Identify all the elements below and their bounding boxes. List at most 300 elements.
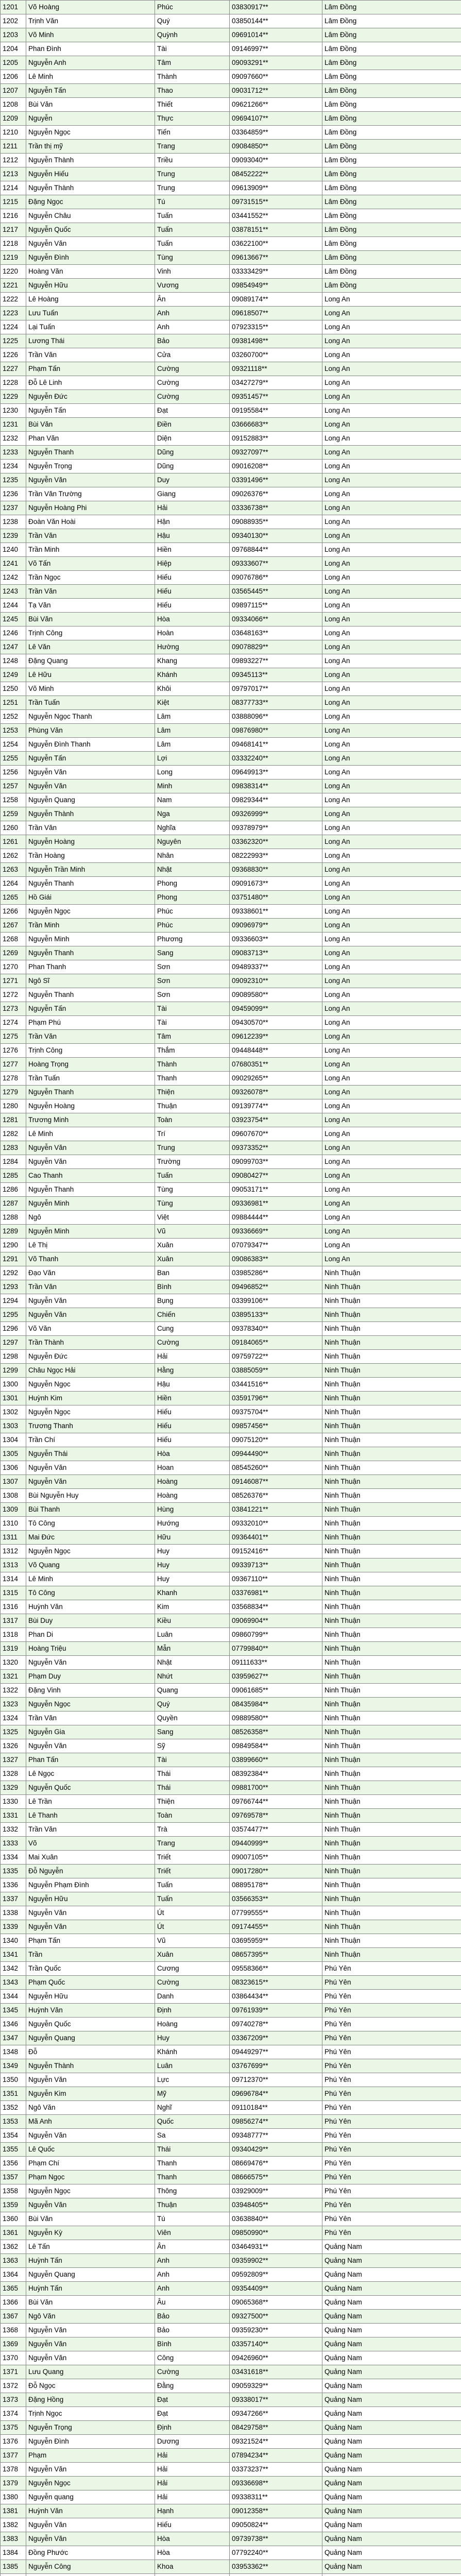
table-row: [1, 1447, 461, 1461]
province-cell: Long An: [322, 1239, 461, 1252]
table-row: [1, 1990, 461, 2004]
row-number-cell: 1322: [1, 1684, 26, 1698]
phone-cell: 03376981**: [230, 1586, 322, 1600]
province-cell: Quảng Nam: [322, 2490, 461, 2504]
phone-cell: 09607670**: [230, 1127, 322, 1141]
given-name-cell: Nhân: [155, 849, 230, 863]
row-number-cell: 1339: [1, 1920, 26, 1934]
table-row: [1, 1419, 461, 1433]
phone-cell: 08429758**: [230, 2421, 322, 2435]
given-name-cell: Kim: [155, 1600, 230, 1614]
table-row: [1, 70, 461, 84]
phone-cell: 08392384**: [230, 1767, 322, 1781]
given-name-cell: Khánh: [155, 2045, 230, 2059]
phone-cell: 08895178**: [230, 1878, 322, 1892]
province-cell: Ninh Thuận: [322, 1266, 461, 1280]
phone-cell: 09174455**: [230, 1920, 322, 1934]
row-number-cell: 1305: [1, 1447, 26, 1461]
family-name-cell: Đặng Hồng: [26, 2393, 155, 2407]
given-name-cell: Sỹ: [155, 1739, 230, 1753]
family-name-cell: Trần: [26, 1948, 155, 1962]
province-cell: Long An: [322, 473, 461, 487]
phone-cell: 09345113**: [230, 668, 322, 682]
province-cell: Long An: [322, 1211, 461, 1225]
given-name-cell: Sa: [155, 2129, 230, 2143]
row-number-cell: 1335: [1, 1865, 26, 1878]
table-row: [1, 1739, 461, 1753]
phone-cell: 09327500**: [230, 2310, 322, 2324]
family-name-cell: Lê Thị: [26, 1239, 155, 1252]
given-name-cell: Kiệt: [155, 696, 230, 710]
table-row: [1, 807, 461, 821]
province-cell: Long An: [322, 487, 461, 501]
province-cell: Long An: [322, 613, 461, 626]
province-cell: Ninh Thuận: [322, 1531, 461, 1545]
family-name-cell: [26, 2574, 155, 2576]
row-number-cell: 1279: [1, 1086, 26, 1099]
province-cell: Long An: [322, 307, 461, 320]
phone-cell: 08377733**: [230, 696, 322, 710]
phone-cell: 03357140**: [230, 2337, 322, 2351]
given-name-cell: Khoa: [155, 2560, 230, 2574]
phone-cell: 09069904**: [230, 1614, 322, 1628]
province-cell: Ninh Thuận: [322, 1670, 461, 1684]
row-number-cell: 1262: [1, 849, 26, 863]
given-name-cell: Triết: [155, 1851, 230, 1865]
table-row: [1, 14, 461, 28]
phone-cell: 08323615**: [230, 1976, 322, 1990]
province-cell: Quảng Nam: [322, 2379, 461, 2393]
province-cell: Long An: [322, 348, 461, 362]
phone-cell: [230, 2574, 322, 2576]
family-name-cell: Nguyễn Văn: [26, 779, 155, 793]
province-cell: Ninh Thuận: [322, 1364, 461, 1378]
row-number-cell: 1287: [1, 1197, 26, 1211]
phone-cell: 09769578**: [230, 1809, 322, 1823]
table-row: [1, 2421, 461, 2435]
row-number-cell: 1304: [1, 1433, 26, 1447]
table-row: [1, 2546, 461, 2560]
given-name-cell: Tâm: [155, 1030, 230, 1044]
family-name-cell: Cao Thanh: [26, 1169, 155, 1183]
table-row: [1, 2184, 461, 2198]
province-cell: Lâm Đồng: [322, 56, 461, 70]
given-name-cell: Bảo: [155, 2310, 230, 2324]
given-name-cell: Vương: [155, 279, 230, 293]
row-number-cell: 1203: [1, 28, 26, 42]
family-name-cell: Bùi Thanh: [26, 1503, 155, 1517]
phone-cell: 09146087**: [230, 1475, 322, 1489]
row-number-cell: 1276: [1, 1044, 26, 1058]
province-cell: Phú Yên: [322, 2212, 461, 2226]
family-name-cell: Đỗ Lê Linh: [26, 376, 155, 390]
province-cell: Ninh Thuận: [322, 1795, 461, 1809]
province-cell: Quảng Nam: [322, 2296, 461, 2310]
phone-cell: 03591796**: [230, 1392, 322, 1405]
table-row: [1, 599, 461, 613]
family-name-cell: Ngô Sĩ: [26, 974, 155, 988]
phone-cell: 03888096**: [230, 710, 322, 724]
province-cell: Phú Yên: [322, 2018, 461, 2031]
province-cell: Long An: [322, 905, 461, 919]
family-name-cell: Nguyễn Thái: [26, 1447, 155, 1461]
phone-cell: 03638840**: [230, 2212, 322, 2226]
province-cell: Long An: [322, 710, 461, 724]
phone-cell: 09338017**: [230, 2393, 322, 2407]
family-name-cell: Đặng Quang: [26, 654, 155, 668]
province-cell: Quảng Nam: [322, 2310, 461, 2324]
family-name-cell: Nguyễn Văn: [26, 473, 155, 487]
row-number-cell: 1299: [1, 1364, 26, 1378]
family-name-cell: Lương Thái: [26, 334, 155, 348]
phone-cell: 09334066**: [230, 613, 322, 626]
given-name-cell: Phúc: [155, 919, 230, 933]
phone-cell: 09340130**: [230, 529, 322, 543]
family-name-cell: Trần Quốc: [26, 1962, 155, 1976]
phone-cell: 03336738**: [230, 501, 322, 515]
table-row: [1, 1976, 461, 1990]
given-name-cell: Tài: [155, 1753, 230, 1767]
province-cell: Long An: [322, 696, 461, 710]
family-name-cell: Mã Anh: [26, 2115, 155, 2129]
province-cell: Ninh Thuận: [322, 1392, 461, 1405]
phone-cell: 03648163**: [230, 626, 322, 640]
table-row: [1, 1072, 461, 1086]
given-name-cell: Hoàng: [155, 2018, 230, 2031]
phone-cell: 03959627**: [230, 1670, 322, 1684]
table-row: [1, 1322, 461, 1336]
family-name-cell: Nguyễn Đình: [26, 251, 155, 265]
table-row: [1, 2463, 461, 2477]
table-row: [1, 446, 461, 460]
given-name-cell: Tài: [155, 1016, 230, 1030]
row-number-cell: 1209: [1, 112, 26, 126]
given-name-cell: Hướng: [155, 1517, 230, 1531]
table-row: [1, 2490, 461, 2504]
family-name-cell: Đồng Phước: [26, 2546, 155, 2560]
phone-cell: 08545260**: [230, 1461, 322, 1475]
province-cell: Long An: [322, 877, 461, 891]
table-row: [1, 613, 461, 626]
given-name-cell: Duy: [155, 473, 230, 487]
province-cell: Long An: [322, 557, 461, 571]
table-row: [1, 1642, 461, 1656]
row-number-cell: 1315: [1, 1586, 26, 1600]
table-row: [1, 682, 461, 696]
province-cell: Long An: [322, 766, 461, 779]
family-name-cell: Mai Đức: [26, 1531, 155, 1545]
table-row: [1, 668, 461, 682]
province-cell: Long An: [322, 1058, 461, 1072]
province-cell: Long An: [322, 1002, 461, 1016]
given-name-cell: Hòa: [155, 2546, 230, 2560]
row-number-cell: 1356: [1, 2157, 26, 2171]
table-row: [1, 960, 461, 974]
family-name-cell: Nguyễn Văn: [26, 2351, 155, 2365]
table-row: [1, 1183, 461, 1197]
family-name-cell: Nguyễn Văn: [26, 2337, 155, 2351]
family-name-cell: Trần Văn: [26, 1030, 155, 1044]
table-row: [1, 919, 461, 933]
table-row: [1, 237, 461, 251]
province-cell: Long An: [322, 891, 461, 905]
given-name-cell: Trung: [155, 181, 230, 195]
row-number-cell: 1374: [1, 2407, 26, 2421]
row-number-cell: 1255: [1, 752, 26, 766]
family-name-cell: Lê Thanh: [26, 1809, 155, 1823]
phone-cell: 09351457**: [230, 390, 322, 404]
row-number-cell: 1312: [1, 1545, 26, 1558]
family-name-cell: Phạm Phú: [26, 1016, 155, 1030]
given-name-cell: Út: [155, 1920, 230, 1934]
given-name-cell: Dũng: [155, 446, 230, 460]
phone-cell: 08526376**: [230, 1489, 322, 1503]
phone-cell: 09017280**: [230, 1865, 322, 1878]
row-number-cell: 1239: [1, 529, 26, 543]
phone-cell: 09336698**: [230, 2477, 322, 2490]
given-name-cell: Tuấn: [155, 1169, 230, 1183]
phone-cell: 03568834**: [230, 1600, 322, 1614]
row-number-cell: 1275: [1, 1030, 26, 1044]
province-cell: Phú Yên: [322, 2004, 461, 2018]
row-number-cell: 1246: [1, 626, 26, 640]
phone-cell: 03427279**: [230, 376, 322, 390]
row-number-cell: 1306: [1, 1461, 26, 1475]
given-name-cell: Hữu: [155, 1531, 230, 1545]
province-cell: Long An: [322, 863, 461, 877]
phone-cell: 09099703**: [230, 1155, 322, 1169]
table-row: [1, 1767, 461, 1781]
row-number-cell: 1249: [1, 668, 26, 682]
province-cell: Long An: [322, 1183, 461, 1197]
table-row: [1, 529, 461, 543]
given-name-cell: Quyền: [155, 1711, 230, 1725]
province-cell: Long An: [322, 654, 461, 668]
row-number-cell: 1385: [1, 2560, 26, 2574]
province-cell: Long An: [322, 835, 461, 849]
given-name-cell: Bụng: [155, 1294, 230, 1308]
phone-cell: 09339713**: [230, 1558, 322, 1572]
table-row: [1, 2004, 461, 2018]
table-row: [1, 1698, 461, 1711]
table-row: [1, 1503, 461, 1517]
given-name-cell: Hiếu: [155, 571, 230, 585]
given-name-cell: Thái: [155, 1781, 230, 1795]
table-row: [1, 390, 461, 404]
table-row: [1, 1517, 461, 1531]
row-number-cell: 1331: [1, 1809, 26, 1823]
phone-cell: 03695959**: [230, 1934, 322, 1948]
given-name-cell: Vũ: [155, 1934, 230, 1948]
province-cell: Long An: [322, 988, 461, 1002]
given-name-cell: Hường: [155, 640, 230, 654]
province-cell: Long An: [322, 640, 461, 654]
table-row: [1, 710, 461, 724]
table-row: [1, 334, 461, 348]
family-name-cell: Hồ Giái: [26, 891, 155, 905]
phone-cell: 09089580**: [230, 988, 322, 1002]
given-name-cell: Hòa: [155, 2532, 230, 2546]
province-cell: Quảng Nam: [322, 2240, 461, 2254]
table-row: [1, 167, 461, 181]
row-number-cell: 1270: [1, 960, 26, 974]
table-row: [1, 209, 461, 223]
table-row: [1, 779, 461, 793]
province-cell: Lâm Đồng: [322, 112, 461, 126]
phone-cell: 03364859**: [230, 126, 322, 140]
family-name-cell: Nguyễn Thanh: [26, 877, 155, 891]
family-name-cell: Nguyễn Thành: [26, 181, 155, 195]
phone-cell: 09093040**: [230, 154, 322, 167]
phone-cell: 08222993**: [230, 849, 322, 863]
table-row: [1, 362, 461, 376]
phone-cell: 09347266**: [230, 2407, 322, 2421]
table-row: [1, 891, 461, 905]
phone-cell: 09850990**: [230, 2226, 322, 2240]
given-name-cell: Khanh: [155, 1586, 230, 1600]
given-name-cell: Triết: [155, 1865, 230, 1878]
province-cell: Ninh Thuận: [322, 1920, 461, 1934]
province-cell: Phú Yên: [322, 1990, 461, 2004]
given-name-cell: Dương: [155, 2435, 230, 2449]
province-cell: Long An: [322, 529, 461, 543]
phone-cell: 09053171**: [230, 1183, 322, 1197]
family-name-cell: Nguyễn Văn: [26, 2129, 155, 2143]
row-number-cell: 1256: [1, 766, 26, 779]
table-row: [1, 1239, 461, 1252]
family-name-cell: Nguyễn Văn: [26, 1308, 155, 1322]
row-number-cell: 1271: [1, 974, 26, 988]
province-cell: Long An: [322, 1252, 461, 1266]
given-name-cell: Hiếu: [155, 1405, 230, 1419]
province-cell: Quảng Nam: [322, 2268, 461, 2282]
given-name-cell: Quý: [155, 14, 230, 28]
table-row: [1, 418, 461, 432]
province-cell: Long An: [322, 418, 461, 432]
row-number-cell: 1307: [1, 1475, 26, 1489]
table-row: [1, 793, 461, 807]
row-number-cell: 1254: [1, 738, 26, 752]
province-cell: Lâm Đồng: [322, 42, 461, 56]
row-number-cell: 1380: [1, 2490, 26, 2504]
row-number-cell: 1285: [1, 1169, 26, 1183]
row-number-cell: 1318: [1, 1628, 26, 1642]
given-name-cell: Lâm: [155, 710, 230, 724]
row-number-cell: 1353: [1, 2115, 26, 2129]
given-name-cell: Lâm: [155, 738, 230, 752]
table-row: [1, 696, 461, 710]
given-name-cell: Sang: [155, 946, 230, 960]
family-name-cell: Nguyễn Văn: [26, 2518, 155, 2532]
family-name-cell: Trần Minh: [26, 919, 155, 933]
family-name-cell: Lê Văn: [26, 640, 155, 654]
given-name-cell: Tài: [155, 42, 230, 56]
phone-cell: 09881700**: [230, 1781, 322, 1795]
province-cell: Quảng Nam: [322, 2463, 461, 2477]
table-row: [1, 1350, 461, 1364]
row-number-cell: 1317: [1, 1614, 26, 1628]
phone-cell: 09078829**: [230, 640, 322, 654]
phone-cell: 03565445**: [230, 585, 322, 599]
province-cell: Ninh Thuận: [322, 1280, 461, 1294]
row-number-cell: 1342: [1, 1962, 26, 1976]
given-name-cell: Cửa: [155, 348, 230, 362]
row-number-cell: 1296: [1, 1322, 26, 1336]
table-row: [1, 2296, 461, 2310]
row-number-cell: 1364: [1, 2268, 26, 2282]
table-row: [1, 1851, 461, 1865]
table-row: [1, 1225, 461, 1239]
family-name-cell: Nguyễn Hữu: [26, 1990, 155, 2004]
given-name-cell: Thao: [155, 84, 230, 98]
given-name-cell: Âu: [155, 2296, 230, 2310]
family-name-cell: Nguyễn Văn: [26, 1141, 155, 1155]
row-number-cell: 1247: [1, 640, 26, 654]
row-number-cell: 1361: [1, 2226, 26, 2240]
table-row: [1, 2045, 461, 2059]
phone-cell: 09086383**: [230, 1252, 322, 1266]
given-name-cell: Định: [155, 2421, 230, 2435]
row-number-cell: 1368: [1, 2324, 26, 2337]
table-row: [1, 1030, 461, 1044]
family-name-cell: Lê Ngọc: [26, 1767, 155, 1781]
row-number-cell: 1337: [1, 1892, 26, 1906]
table-row: [1, 1155, 461, 1169]
province-cell: Long An: [322, 404, 461, 418]
row-number-cell: 1258: [1, 793, 26, 807]
phone-cell: 09618507**: [230, 307, 322, 320]
family-name-cell: Nguyễn Văn: [26, 766, 155, 779]
family-name-cell: Mai Xuân: [26, 1851, 155, 1865]
table-row: [1, 2337, 461, 2351]
table-row: [1, 501, 461, 515]
table-row: [1, 626, 461, 640]
table-row: [1, 1016, 461, 1030]
province-cell: Ninh Thuận: [322, 1336, 461, 1350]
given-name-cell: Anh: [155, 2254, 230, 2268]
family-name-cell: Võ: [26, 1837, 155, 1851]
province-cell: Long An: [322, 626, 461, 640]
row-number-cell: 1327: [1, 1753, 26, 1767]
family-name-cell: Châu Ngọc Hải: [26, 1364, 155, 1378]
phone-cell: 09075120**: [230, 1433, 322, 1447]
phone-cell: 09621266**: [230, 98, 322, 112]
table-row: [1, 1, 461, 14]
given-name-cell: Thanh: [155, 2157, 230, 2171]
province-cell: Ninh Thuận: [322, 1948, 461, 1962]
row-number-cell: 1336: [1, 1878, 26, 1892]
phone-cell: 09007105**: [230, 1851, 322, 1865]
province-cell: Ninh Thuận: [322, 1739, 461, 1753]
row-number-cell: 1242: [1, 571, 26, 585]
province-cell: Long An: [322, 1016, 461, 1030]
row-number-cell: 1280: [1, 1099, 26, 1113]
family-name-cell: Nguyễn Văn: [26, 2463, 155, 2477]
table-row: [1, 2282, 461, 2296]
phone-cell: 09031712**: [230, 84, 322, 98]
province-cell: Ninh Thuận: [322, 1405, 461, 1419]
row-number-cell: 1210: [1, 126, 26, 140]
given-name-cell: Hiếu: [155, 1433, 230, 1447]
row-number-cell: 1357: [1, 2171, 26, 2184]
row-number-cell: 1244: [1, 599, 26, 613]
province-cell: Quảng Nam: [322, 2435, 461, 2449]
table-row: [1, 1725, 461, 1739]
phone-cell: 09761939**: [230, 2004, 322, 2018]
given-name-cell: Thuận: [155, 1099, 230, 1113]
row-number-cell: 1360: [1, 2212, 26, 2226]
family-name-cell: Nguyễn Đình: [26, 2435, 155, 2449]
